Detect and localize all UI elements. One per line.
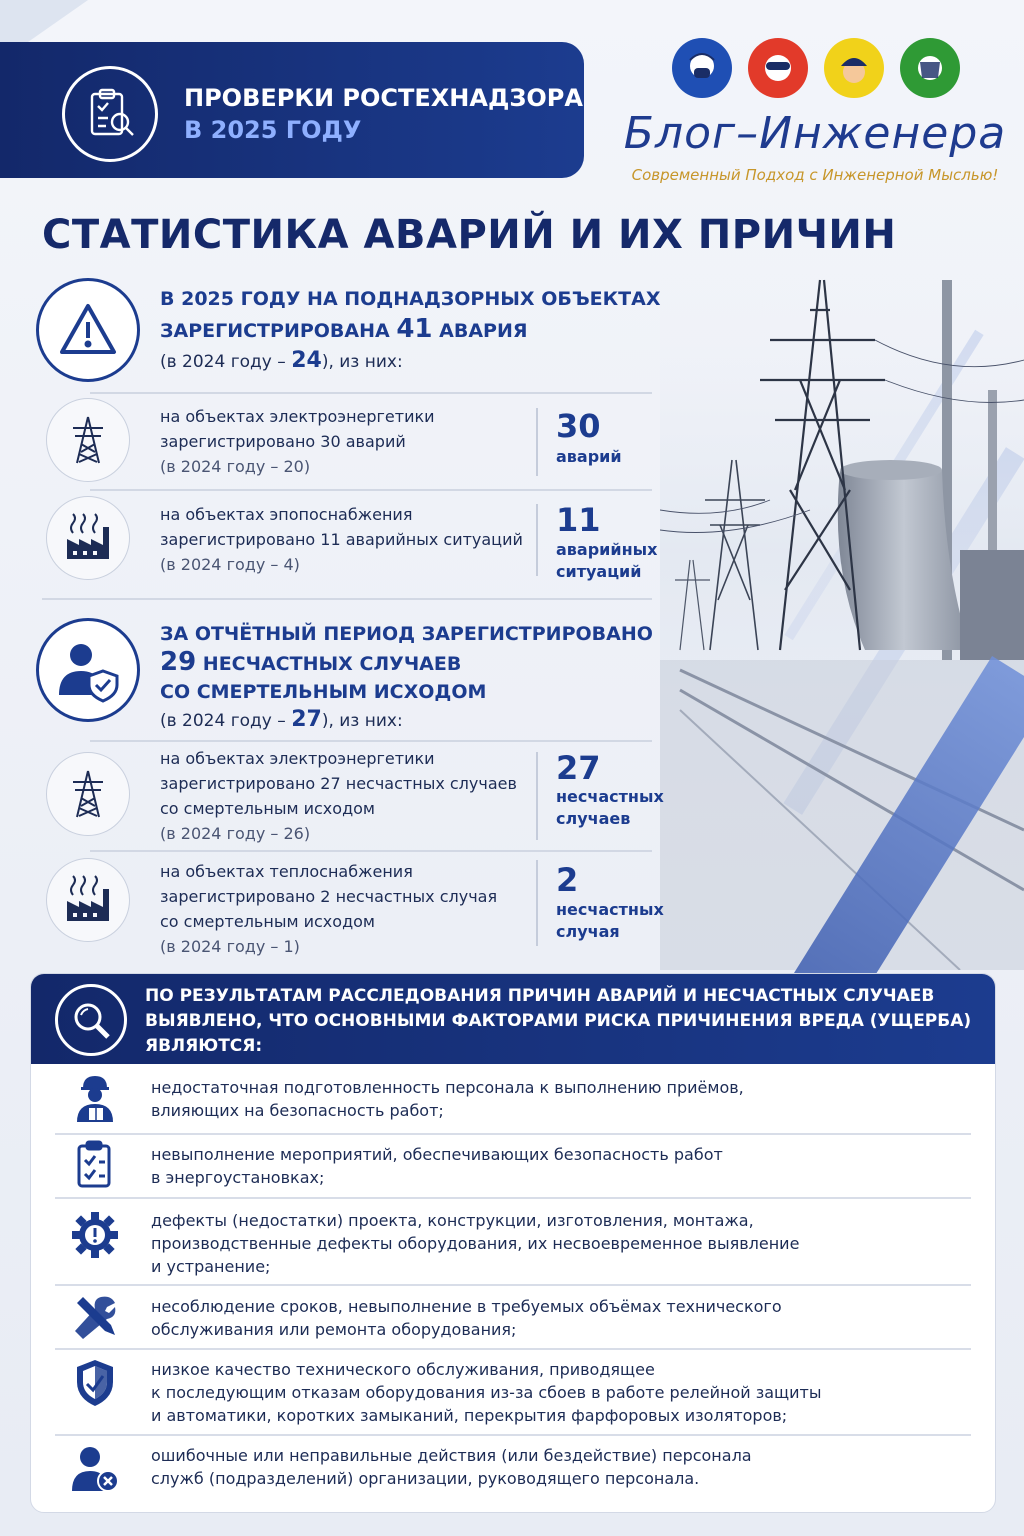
logo-slogan: Современный Подход с Инженерной Мыслью!: [631, 166, 999, 184]
stat-number: 2: [556, 861, 579, 899]
row-line: зарегистрировано 30 аварий: [160, 432, 406, 451]
accidents-prev-num: 24: [291, 348, 322, 373]
row-line: (в 2024 году – 4): [160, 555, 300, 574]
accidents-heading-post: АВАРИЯ: [432, 320, 528, 342]
checklist-icon: [65, 1140, 125, 1190]
cause-line: ошибочные или неправильные действия (или бездействие) персонала: [151, 1446, 752, 1465]
divider: [55, 1284, 971, 1286]
cause-line: дефекты (недостатки) проекта, конструкции, изготовления, монтажа,: [151, 1211, 754, 1230]
accidents-heading-pre: ЗАРЕГИСТРИРОВАНА: [160, 320, 397, 342]
accidents-prev-post: ), из них:: [321, 352, 403, 372]
cause-line: и устранение;: [151, 1257, 271, 1276]
cause-line: несоблюдение сроков, невыполнение в требуемых объёмах технического: [151, 1297, 782, 1316]
cause-line: в энергоустановках;: [151, 1168, 325, 1187]
divider: [90, 740, 652, 742]
worker-helmet-icon: [824, 38, 884, 98]
divider: [536, 752, 538, 840]
power-tower-icon: [46, 398, 130, 482]
worker-faceshield-icon: [900, 38, 960, 98]
cause-line: к последующим отказам оборудования из-за сбоев в работе релейной защиты: [151, 1383, 822, 1402]
causes-heading: [145, 984, 975, 1059]
stat-label-line: несчастных: [556, 787, 664, 806]
cause-item: [151, 1358, 981, 1427]
stat-label-line: аварий: [556, 447, 622, 466]
cause-line: служб (подразделений) организации, руководящего персонала.: [151, 1469, 700, 1488]
tools-icon: [65, 1292, 125, 1342]
power-tower-icon: [46, 752, 130, 836]
divider: [55, 1133, 971, 1135]
cause-item: [151, 1295, 981, 1341]
stat-label-line: несчастных: [556, 900, 664, 919]
fatal-heading-line3: СО СМЕРТЕЛЬНЫМ ИСХОДОМ: [160, 681, 487, 703]
power-plant-illustration: [660, 270, 1024, 970]
fatal-heading-line2: НЕСЧАСТНЫХ СЛУЧАЕВ: [196, 653, 462, 675]
stat-number: 27: [556, 749, 601, 787]
stat-label-line: аварийных: [556, 540, 658, 559]
page-title: СТАТИСТИКА АВАРИЙ И ИХ ПРИЧИН: [42, 212, 897, 258]
cause-line: невыполнение мероприятий, обеспечивающих безопасность работ: [151, 1145, 723, 1164]
stat-label: [556, 446, 622, 468]
divider: [42, 598, 652, 600]
fatal-row-heat: [160, 859, 497, 959]
cause-line: производственные дефекты оборудования, их несвоевременное выявление: [151, 1234, 800, 1253]
cause-item: [151, 1076, 981, 1122]
stat-label-line: случаев: [556, 809, 631, 828]
accidents-total: 41: [396, 314, 433, 344]
causes-heading-line: ЯВЛЯЮТСЯ:: [145, 1036, 263, 1056]
accidents-heading-line1: В 2025 ГОДУ НА ПОДНАДЗОРНЫХ ОБЪЕКТАХ: [160, 288, 661, 310]
divider: [90, 392, 652, 394]
row-line: со смертельным исходом: [160, 799, 375, 818]
accidents-heading: [160, 284, 661, 377]
cause-item: [151, 1209, 981, 1278]
causes-header: [31, 974, 996, 1064]
cause-line: низкое качество технического обслуживания, приводящее: [151, 1360, 655, 1379]
logo-circles: [672, 38, 960, 98]
divider: [90, 489, 652, 491]
fatal-total: 29: [160, 647, 197, 677]
factory-icon: [46, 496, 130, 580]
row-line: на объектах эпопоснабжения: [160, 505, 413, 524]
header-title-line1: ПРОВЕРКИ РОСТЕХНАДЗОРА: [184, 84, 583, 112]
cause-line: обслуживания или ремонта оборудования;: [151, 1320, 517, 1339]
person-shield-icon: [36, 618, 140, 722]
row-line: (в 2024 году – 1): [160, 937, 300, 956]
clipboard-search-icon: [62, 66, 158, 162]
worker-goggles-icon: [748, 38, 808, 98]
cause-line: недостаточная подготовленность персонала к выполнению приёмов,: [151, 1078, 744, 1097]
divider: [536, 504, 538, 576]
row-line: на объектах электроэнергетики: [160, 407, 435, 426]
stat-label-line: ситуаций: [556, 562, 642, 581]
fatal-heading: [160, 620, 653, 735]
causes-heading-line: ВЫЯВЛЕНО, ЧТО ОСНОВНЫМИ ФАКТОРАМИ РИСКА ПРИЧИНЕНИЯ ВРЕДА (УЩЕРБА): [145, 1011, 972, 1031]
accidents-prev-pre: (в 2024 году –: [160, 352, 292, 372]
factory-icon: [46, 858, 130, 942]
stat-number: 11: [556, 501, 601, 539]
divider: [55, 1197, 971, 1199]
gear-warning-icon: [65, 1210, 125, 1260]
divider: [90, 850, 652, 852]
causes-panel: [30, 973, 996, 1513]
fatal-prev-pre: (в 2024 году –: [160, 711, 292, 731]
worker-book-icon: [65, 1074, 125, 1124]
accident-row-supply: [160, 502, 523, 577]
warning-icon: [36, 278, 140, 382]
accident-row-energy: [160, 404, 435, 479]
fatal-prev-num: 27: [291, 707, 322, 732]
row-line: (в 2024 году – 26): [160, 824, 311, 843]
logo-name: Блог–Инженера: [623, 108, 1007, 159]
divider: [55, 1348, 971, 1350]
stat-label-line: случая: [556, 922, 620, 941]
divider: [536, 860, 538, 946]
cause-line: влияющих на безопасность работ;: [151, 1101, 444, 1120]
causes-heading-line: ПО РЕЗУЛЬТАТАМ РАССЛЕДОВАНИЯ ПРИЧИН АВАРИЙ И НЕСЧАСТНЫХ СЛУЧАЕВ: [145, 986, 935, 1006]
header-title: [184, 82, 583, 146]
divider: [536, 408, 538, 476]
stat-label: [556, 786, 664, 830]
row-line: зарегистрировано 11 аварийных ситуаций: [160, 530, 523, 549]
divider: [55, 1434, 971, 1436]
header-title-line2: В 2025 ГОДУ: [184, 116, 362, 144]
cause-item: [151, 1143, 981, 1189]
cause-item: [151, 1444, 981, 1490]
row-line: (в 2024 году – 20): [160, 457, 311, 476]
magnifier-icon: [55, 984, 127, 1056]
row-line: зарегистрировано 27 несчастных случаев: [160, 774, 517, 793]
row-line: на объектах теплоснабжения: [160, 862, 413, 881]
row-line: со смертельным исходом: [160, 912, 375, 931]
row-line: на объектах электроэнергетики: [160, 749, 435, 768]
stat-number: 30: [556, 407, 601, 445]
cause-line: и автоматики, коротких замыканий, перекрытия фарфоровых изоляторов;: [151, 1406, 788, 1425]
shield-icon: [65, 1358, 125, 1408]
person-error-icon: [65, 1444, 125, 1494]
fatal-prev-post: ), из них:: [321, 711, 403, 731]
stat-label: [556, 539, 657, 583]
fatal-heading-line1: ЗА ОТЧЁТНЫЙ ПЕРИОД ЗАРЕГИСТРИРОВАНО: [160, 623, 653, 645]
stat-label: [556, 899, 664, 943]
fatal-row-energy: [160, 746, 517, 846]
row-line: зарегистрировано 2 несчастных случая: [160, 887, 498, 906]
worker-respirator-icon: [672, 38, 732, 98]
